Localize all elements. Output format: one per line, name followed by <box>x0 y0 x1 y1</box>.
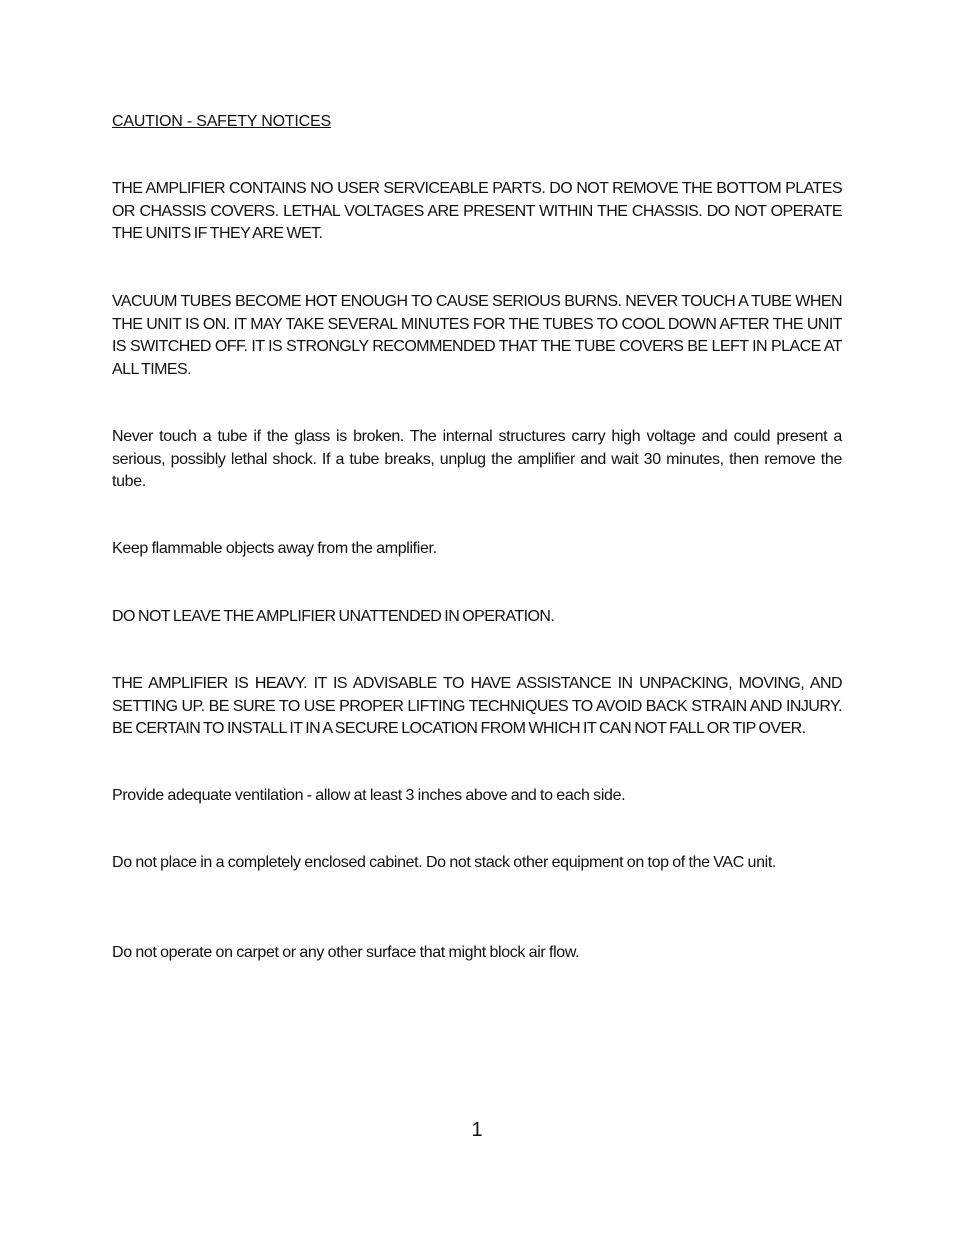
emphasis-hot: HOT <box>304 293 337 310</box>
notice-broken-glass: Never touch a tube if the glass is broken. The internal structures carry high voltage and could present a serious, possibly lethal shock. If a tube breaks, unplug the amplifier and wait 30 minutes, then remove the tube. <box>112 428 842 491</box>
section-heading: CAUTION - SAFETY NOTICES <box>112 113 331 130</box>
notice-enclosed-cabinet: Do not place in a completely enclosed cabinet. Do not stack other equipment on top of the VAC unit. <box>112 854 777 871</box>
notice-heavy-amplifier <box>112 673 842 741</box>
notice-heavy-text-start: THE AMPLIFIER IS <box>112 675 255 692</box>
notice-no-user-serviceable-parts: THE AMPLIFIER CONTAINS NO USER SERVICEABLE PARTS. DO NOT REMOVE THE BOTTOM PLATES OR CHASSIS COVERS. LETHAL VOLTAGES ARE PRESENT WITHIN THE CHASSIS. DO NOT OPERATE THE UNITS IF THEY ARE WET. <box>112 180 842 243</box>
notice-hot-tubes-text-end: ENOUGH TO CAUSE SERIOUS BURNS. NEVER TOUCH A TUBE WHEN THE UNIT IS ON. IT MAY TAKE SEVERAL MINUTES FOR THE TUBES TO COOL DOWN AFTER THE UNIT IS SWITCHED OFF. IT IS STRONGLY RECOMMENDED THAT THE TUBE COVERS BE LEFT IN PLACE AT ALL TIMES. <box>112 293 842 378</box>
emphasis-heavy: HEAVY <box>254 675 304 692</box>
notice-hot-tubes <box>112 291 842 381</box>
notice-hot-tubes-text-start: VACUUM TUBES BECOME <box>112 293 305 310</box>
notice-carpet-air-flow: Do not operate on carpet or any other surface that might block air flow. <box>112 944 580 961</box>
notice-heavy-text-end: . IT IS ADVISABLE TO HAVE ASSISTANCE IN UNPACKING, MOVING, AND SETTING UP. BE SURE TO USE PROPER LIFTING TECHNIQUES TO AVOID BACK STRAIN AND INJURY. BE CERTAIN TO INSTALL IT IN A SECURE LOCATION FROM WHICH IT CAN NOT FALL OR TIP OVER. <box>112 675 842 738</box>
notice-flammable-objects: Keep flammable objects away from the amplifier. <box>112 540 437 557</box>
notice-ventilation: Provide adequate ventilation - allow at least 3 inches above and to each side. <box>112 787 626 804</box>
page-number: 1 <box>471 1119 483 1141</box>
notice-unattended-operation: DO NOT LEAVE THE AMPLIFIER UNATTENDED IN OPERATION. <box>112 608 555 625</box>
